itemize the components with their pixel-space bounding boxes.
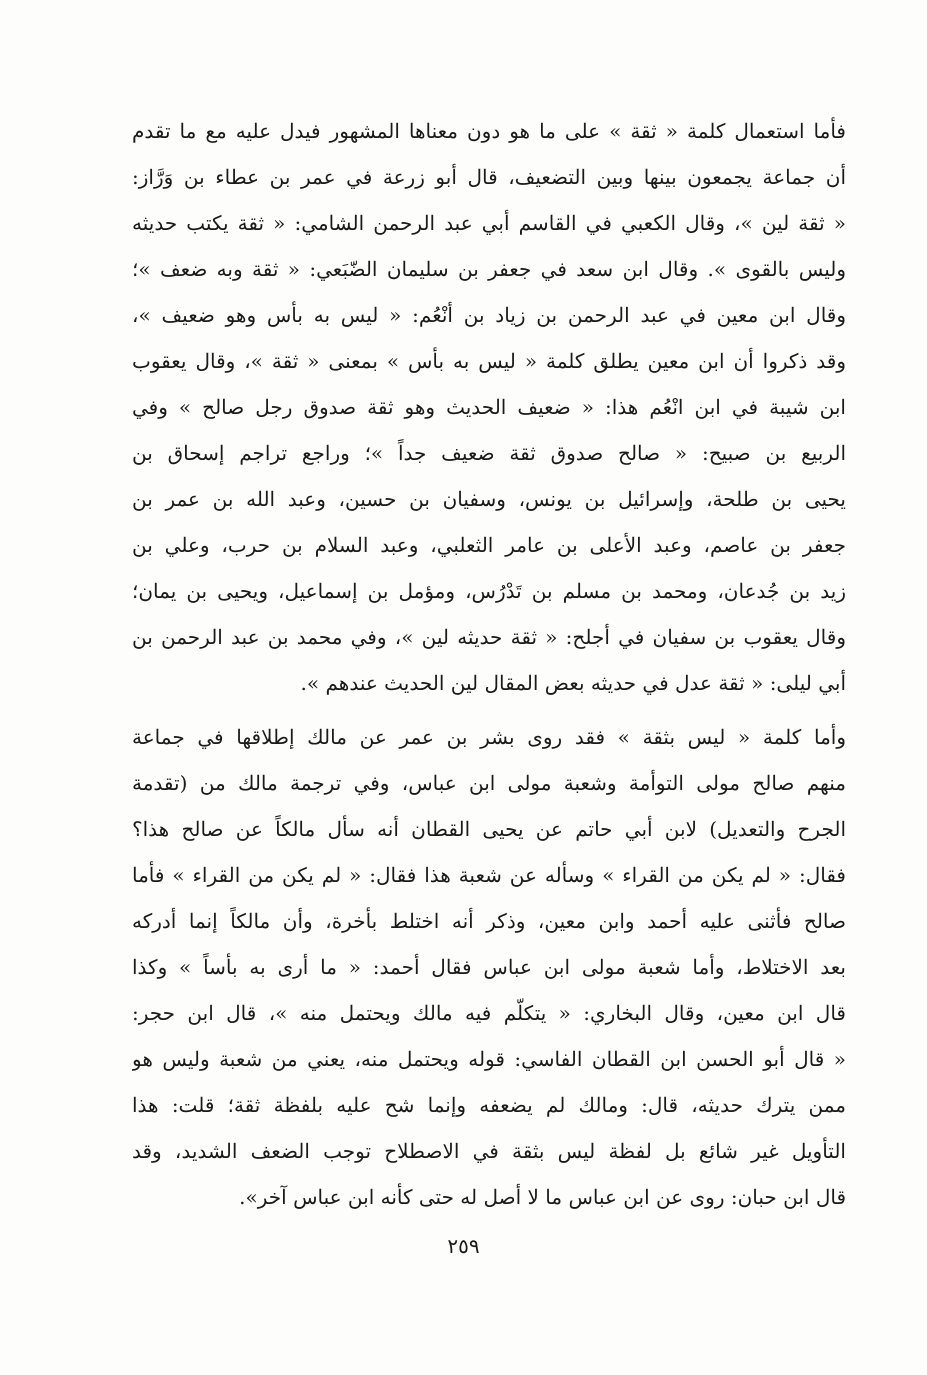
text-line: فأما استعمال كلمة « ثقة » على ما هو دون معناها المشهور فيدل عليه مع ما تقدم [132,119,846,143]
text-line: زيد بن جُدعان، ومحمد بن مسلم بن تَدْرُس، ومؤمل بن إسماعيل، ويحيى بن يمان؛ [132,579,846,603]
text-line: ابن شيبة في ابن انْعُم هذا: « ضعيف الحديث وهو ثقة صدوق رجل صالح » وفي [132,395,846,419]
text-line: وقال يعقوب بن سفيان في أجلح: « ثقة حديثه لين »، وفي محمد بن عبد الرحمن بن [132,625,846,649]
text-line: جعفر بن عاصم، وعبد الأعلى بن عامر الثعلبي، وعبد السلام بن حرب، وعلي بن [132,533,846,557]
text-line: الربيع بن صبيح: « صالح صدوق ثقة ضعيف جداً »؛ وراجع تراجم إسحاق بن [132,441,846,465]
text-line: ممن يترك حديثه، قال: ومالك لم يضعفه وإنما شح عليه بلفظة ثقة؛ قلت: هذا [132,1093,846,1117]
paragraph-2 [132,714,846,1220]
text-line: وأما كلمة « ليس بثقة » فقد روى بشر بن عمر عن مالك إطلاقها في جماعة [132,725,846,749]
text-line: قال ابن حبان: روى عن ابن عباس ما لا أصل له حتى كأنه ابن عباس آخر». [239,1185,846,1209]
text-line: قال ابن معين، وقال البخاري: « يتكلّم فيه مالك ويحتمل منه »، قال ابن حجر: [132,1001,846,1025]
text-line: بعد الاختلاط، وأما شعبة مولى ابن عباس فقال أحمد: « ما أرى به بأساً » وكذا [132,955,846,979]
text-line: أبي ليلى: « ثقة عدل في حديثه بعض المقال لين الحديث عندهم ». [300,671,846,695]
text-line: « ثقة لين »، وقال الكعبي في القاسم أبي عبد الرحمن الشامي: « ثقة يكتب حديثه [132,211,846,235]
text-line: وقد ذكروا أن ابن معين يطلق كلمة « ليس به بأس » بمعنى « ثقة »، وقال يعقوب [132,349,846,373]
text-line: يحيى بن طلحة، وإسرائيل بن يونس، وسفيان بن حسين، وعبد الله بن عمر بن [132,487,846,511]
text-line: أن جماعة يجمعون بينها وبين التضعيف، قال أبو زرعة في عمر بن عطاء بن وَرَّاز: [132,165,846,189]
text-line: « قال أبو الحسن ابن القطان الفاسي: قوله ويحتمل منه، يعني من شعبة وليس هو [132,1047,846,1071]
text-line: فقال: « لم يكن من القراء » وسأله عن شعبة هذا فقال: « لم يكن من القراء » فأما [132,863,846,887]
text-line: وقال ابن معين في عبد الرحمن بن زياد بن أنْعُم: « ليس به بأس وهو ضعيف »، [132,303,846,327]
text-line: التأويل غير شائع بل لفظة ليس بثقة في الاصطلاح توجب الضعف الشديد، وقد [132,1139,846,1163]
text-line: صالح فأثنى عليه أحمد وابن معين، وذكر أنه اختلط بأخرة، وأن مالكاً إنما أدركه [132,909,846,933]
text-line: الجرح والتعديل) لابن أبي حاتم عن يحيى القطان أنه سأل مالكاً عن صالح هذا؟ [132,817,846,841]
text-line: وليس بالقوى ». وقال ابن سعد في جعفر بن سليمان الضّبَعي: « ثقة وبه ضعف »؛ [132,257,846,281]
page-number: ٢٥٩ [447,1234,480,1258]
text-line: منهم صالح مولى التوأمة وشعبة مولى ابن عباس، وفي ترجمة مالك من (تقدمة [132,771,846,795]
paragraph-1 [132,108,846,706]
